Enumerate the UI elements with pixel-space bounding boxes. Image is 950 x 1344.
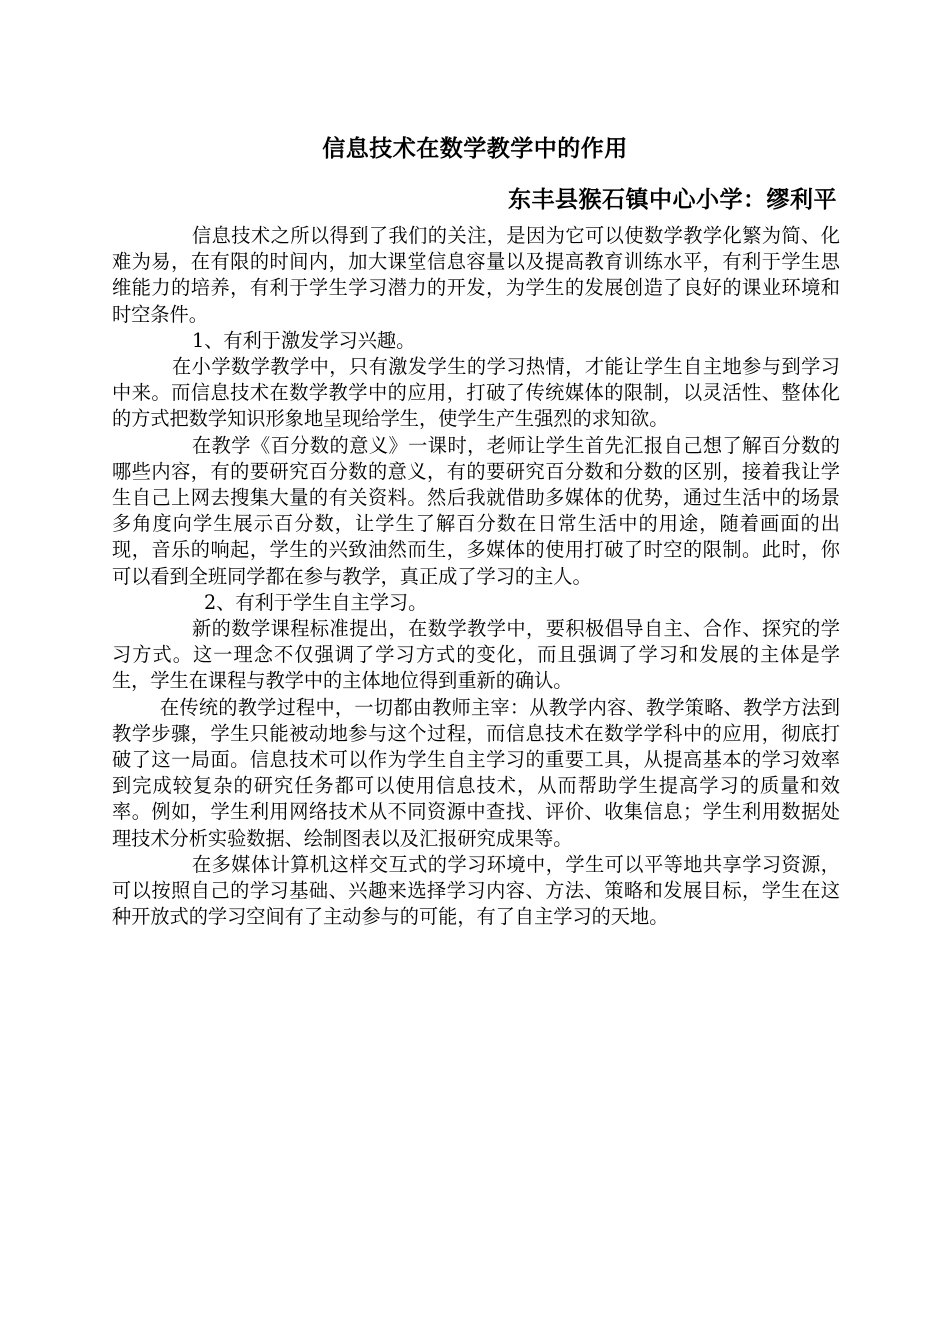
paragraph-4: 在传统的教学过程中，一切都由教师主宰：从教学内容、教学策略、教学方法到教学步骤，学生只能被动地参与这个过程，而信息技术在数学学科中的应用，彻底打破了这一局面。信息技术可以作为学生自主学习的重要工具，从提高基本的学习效率到完成较复杂的研究任务都可以使用信息技术，从而帮助学生提高学习的质量和效率。例如，学生利用网络技术从不同资源中查找、评价、收集信息；学生利用数据处理技术分析实验数据、绘制图表以及汇报研究成果等。 (112, 695, 840, 850)
paragraph-1: 在小学数学教学中，只有激发学生的学习热情，才能让学生自主地参与到学习中来。而信息技术在数学教学中的应用，打破了传统媒体的限制，以灵活性、整体化的方式把数学知识形象地呈现给学生，使学生产生强烈的求知欲。 (112, 355, 840, 431)
document-title: 信息技术在数学教学中的作用 (322, 136, 628, 162)
section-heading-1: 1、有利于激发学习兴趣。 (192, 328, 416, 352)
author-line: 东丰县猴石镇中心小学：缪利平 (508, 187, 837, 213)
paragraph-intro: 信息技术之所以得到了我们的关注，是因为它可以使数学教学化繁为简、化难为易，在有限的时间内，加大课堂信息容量以及提高教育训练水平，有利于学生思维能力的培养，有利于学生学习潜力的开发，为学生的发展创造了良好的课业环境和时空条件。 (112, 224, 840, 326)
paragraph-5: 在多媒体计算机这样交互式的学习环境中，学生可以平等地共享学习资源，可以按照自己的学习基础、兴趣来选择学习内容、方法、策略和发展目标，学生在这种开放式的学习空间有了主动参与的可能，有了自主学习的天地。 (112, 852, 840, 929)
section-heading-2: 2、有利于学生自主学习。 (204, 590, 428, 614)
document-body (112, 223, 840, 930)
paragraph-2: 在教学《百分数的意义》一课时，老师让学生首先汇报自己想了解百分数的哪些内容，有的要研究百分数的意义，有的要研究百分数和分数的区别，接着我让学生自己上网去搜集大量的有关资料。然后我就借助多媒体的优势，通过生活中的场景多角度向学生展示百分数，让学生了解百分数在日常生活中的用途，随着画面的出现，音乐的响起，学生的兴致油然而生，多媒体的使用打破了时空的限制。此时，你可以看到全班同学都在参与教学，真正成了学习的主人。 (112, 433, 840, 588)
paragraph-3: 新的数学课程标准提出，在数学教学中，要积极倡导自主、合作、探究的学习方式。这一理念不仅强调了学习方式的变化，而且强调了学习和发展的主体是学生，学生在课程与教学中的主体地位得到重新的确认。 (112, 617, 840, 693)
